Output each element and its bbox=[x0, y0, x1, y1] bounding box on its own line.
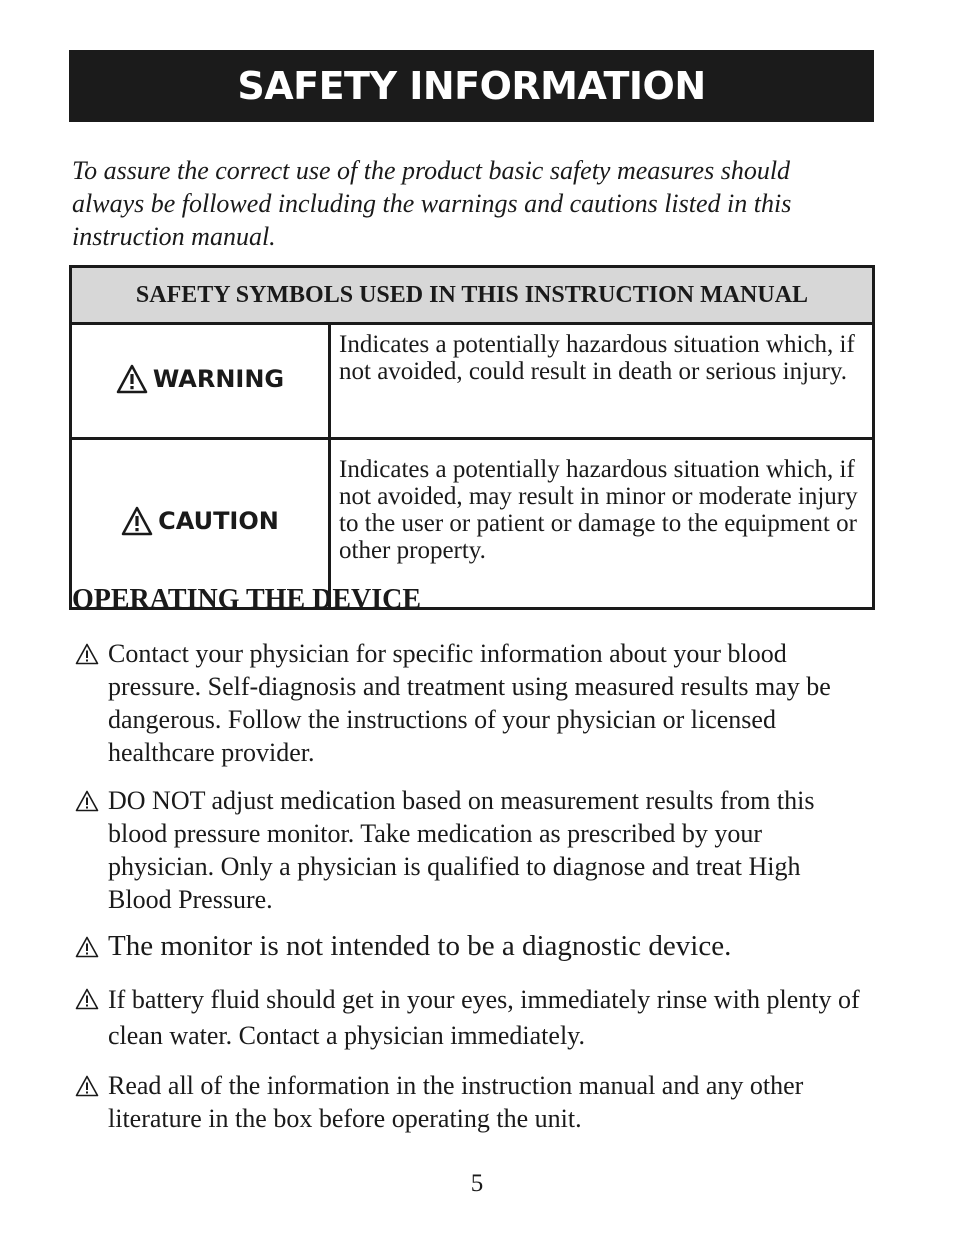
bullet-text: DO NOT adjust medication based on measurement results from this blood pressure monitor. Take medication as prescribed by your physician. Only a physician is qualified to diagnose and treat High Blood Pressure. bbox=[108, 786, 815, 914]
bullet-text: The monitor is not intended to be a diagnostic device. bbox=[108, 930, 732, 962]
warning-triangle-icon bbox=[116, 364, 148, 394]
caution-label: CAUTION bbox=[158, 507, 279, 535]
list-item bbox=[75, 982, 865, 1054]
title-banner bbox=[69, 50, 874, 122]
bullet-text: If battery fluid should get in your eyes, immediately rinse with plenty of clean water. Contact a physician immediately. bbox=[108, 985, 860, 1050]
list-item bbox=[75, 930, 865, 963]
warning-triangle-icon bbox=[75, 643, 99, 665]
warning-description: Indicates a potentially hazardous situation which, if not avoided, could result in death or serious injury. bbox=[330, 324, 874, 439]
warning-label: WARNING bbox=[152, 364, 285, 393]
symbol-cell bbox=[71, 439, 330, 609]
warning-triangle-icon bbox=[75, 988, 99, 1010]
list-item bbox=[75, 637, 865, 769]
bullet-text: Read all of the information in the instruction manual and any other literature in the box before operating the unit. bbox=[108, 1071, 804, 1133]
warning-triangle-icon bbox=[75, 936, 99, 958]
table-row bbox=[71, 439, 874, 609]
section-title: OPERATING THE DEVICE bbox=[72, 584, 422, 615]
table-row bbox=[71, 324, 874, 439]
bullet-text: Contact your physician for specific information about your blood pressure. Self-diagnosis and treatment using measured results may be dangerous. Follow the instructions of your physician or licensed healthcare provider. bbox=[108, 639, 831, 767]
list-item bbox=[75, 784, 865, 916]
table-heading: SAFETY SYMBOLS USED IN THIS INSTRUCTION MANUAL bbox=[71, 267, 874, 324]
symbol-cell bbox=[71, 324, 330, 439]
intro-paragraph: To assure the correct use of the product basic safety measures should always be followed including the warnings and cautions listed in this instruction manual. bbox=[72, 156, 792, 251]
list-item bbox=[75, 1069, 865, 1135]
page-number: 5 bbox=[470, 1170, 484, 1197]
caution-description: Indicates a potentially hazardous situation which, if not avoided, may result in minor or moderate injury to the user or patient or damage to the equipment or other property. bbox=[339, 456, 858, 564]
warning-triangle-icon bbox=[121, 506, 153, 536]
warning-triangle-icon bbox=[75, 1075, 99, 1097]
safety-symbols-table bbox=[69, 265, 875, 610]
page-title: SAFETY INFORMATION bbox=[237, 64, 706, 108]
warning-triangle-icon bbox=[75, 790, 99, 812]
